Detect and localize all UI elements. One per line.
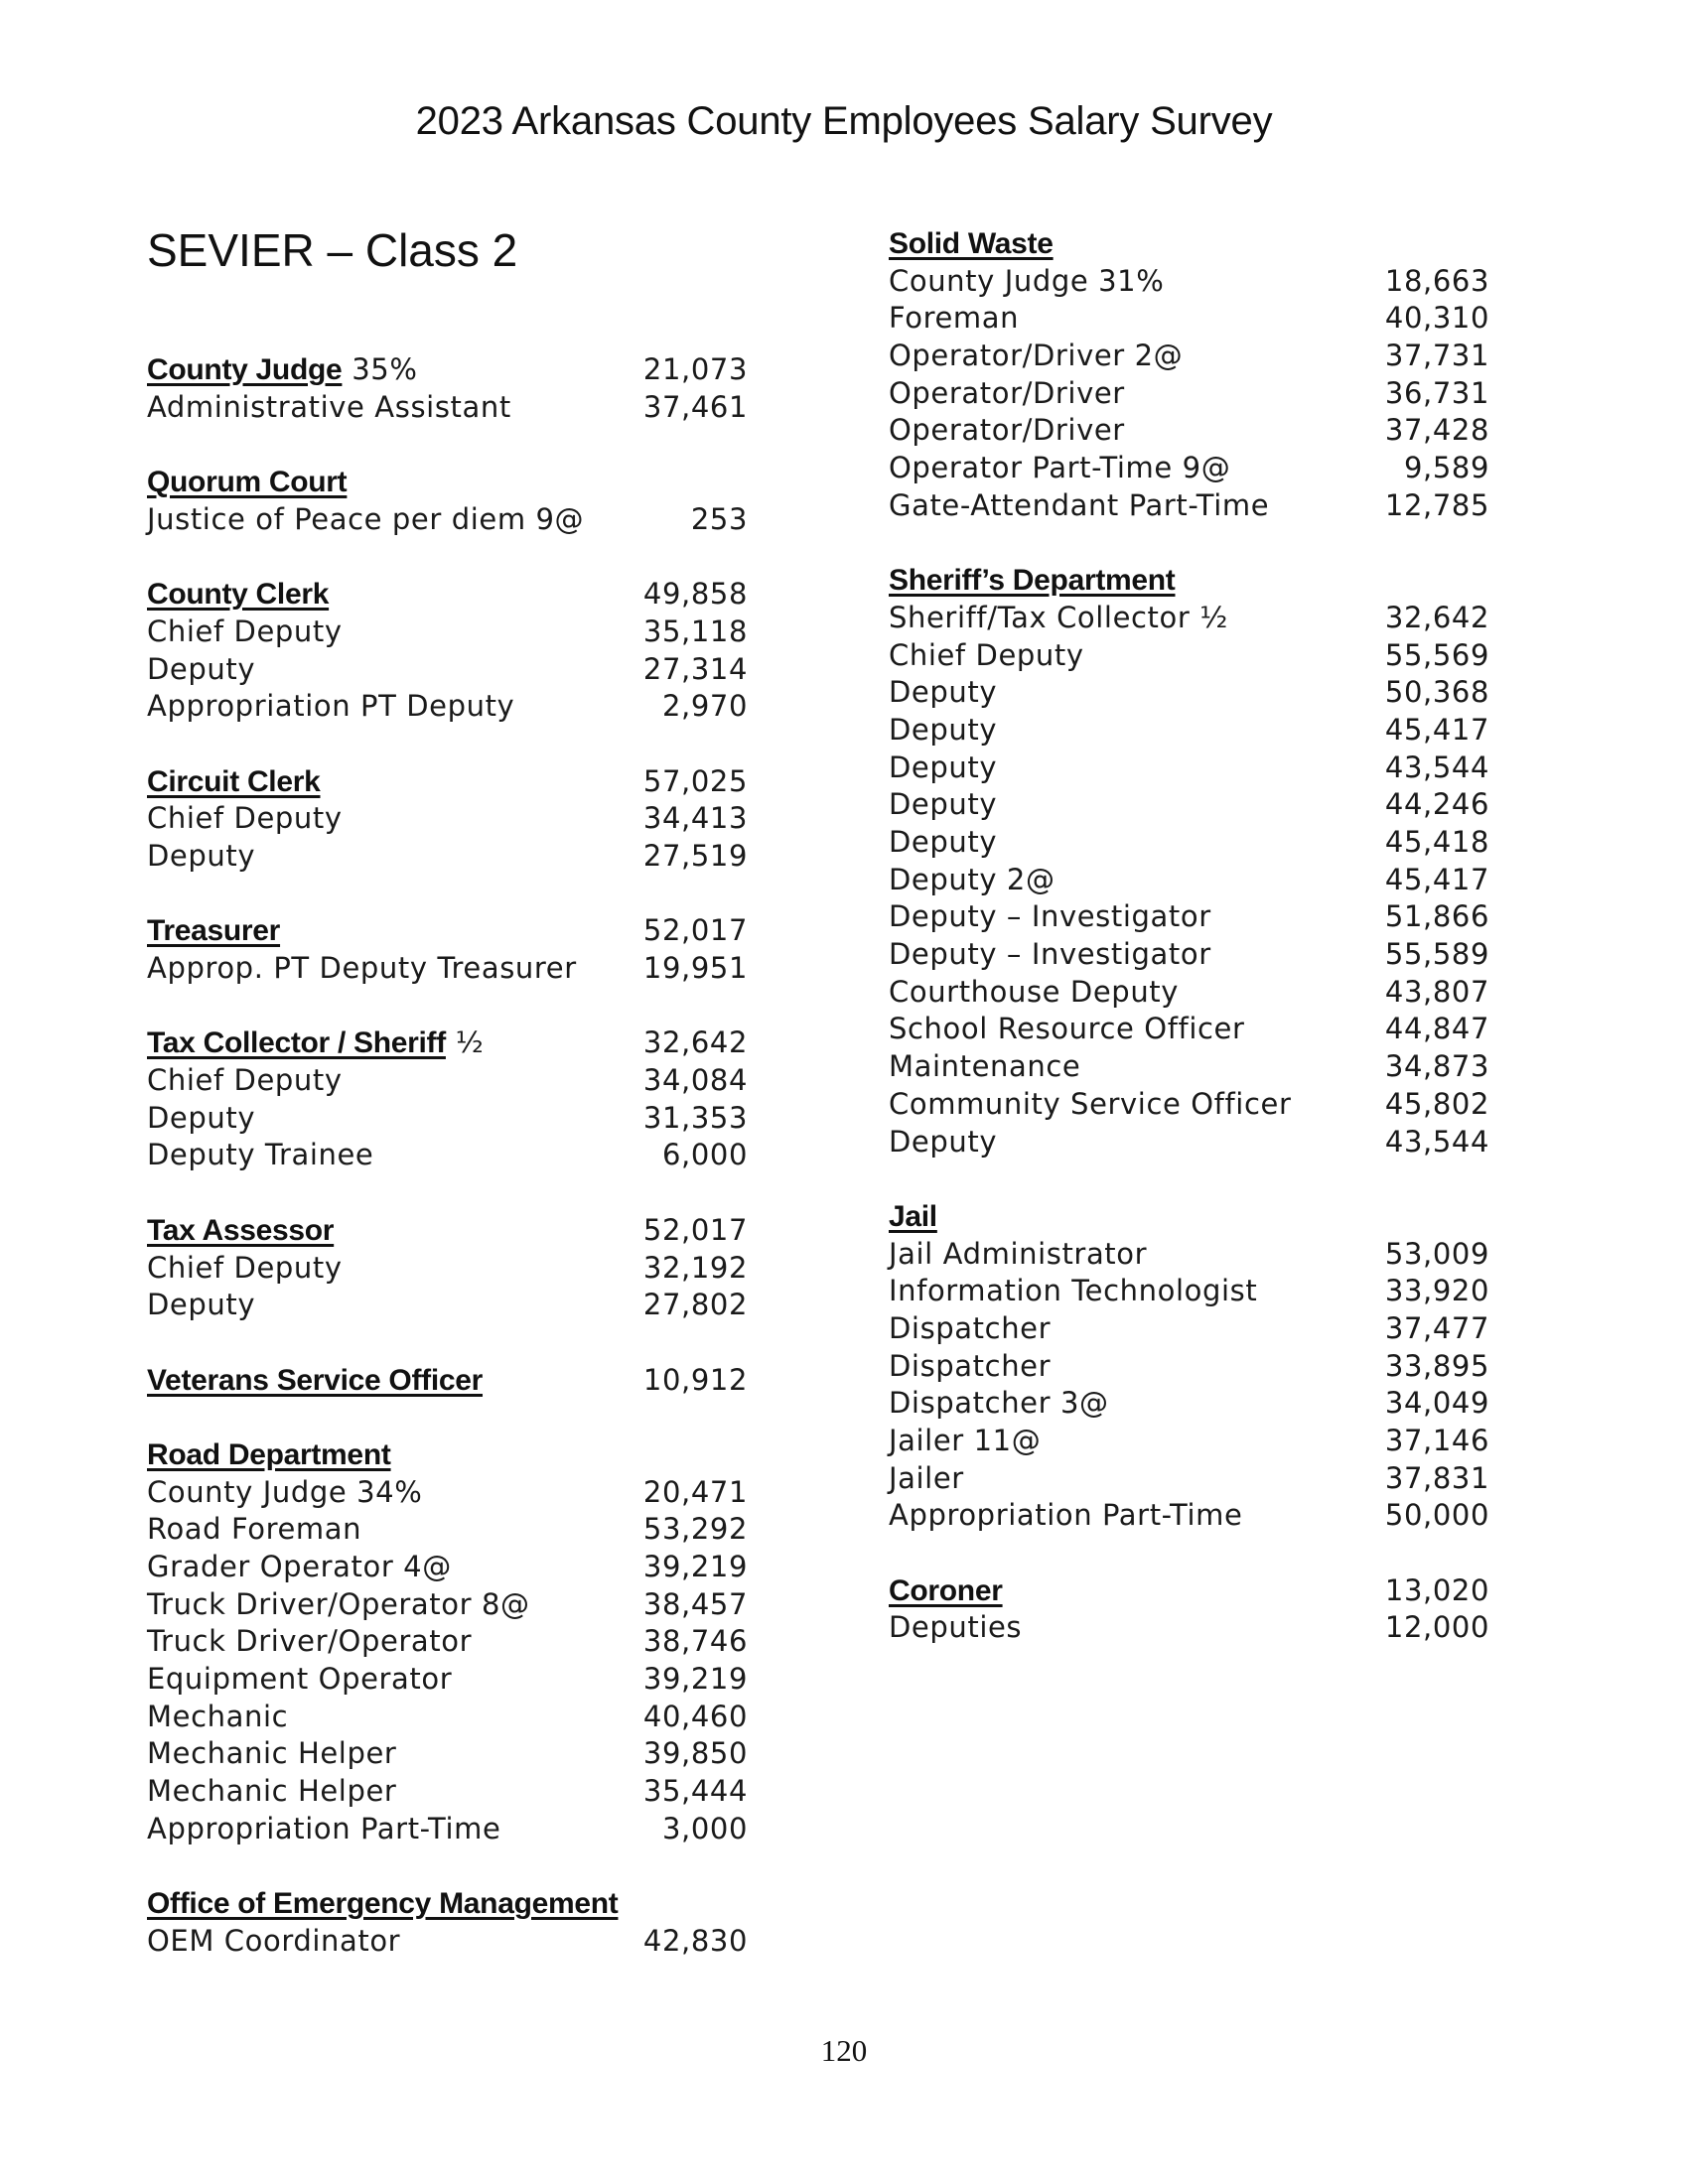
- salary-value: 2,970: [661, 689, 748, 724]
- salary-value: 37,146: [1384, 1424, 1489, 1457]
- section-title: County Clerk: [147, 578, 330, 612]
- salary-value: 37,428: [1384, 413, 1489, 448]
- salary-value: 55,589: [1384, 937, 1489, 972]
- salary-value: 19,951: [642, 951, 748, 985]
- salary-row: [147, 1811, 748, 1848]
- salary-value: 37,731: [1384, 339, 1489, 373]
- salary-row: [147, 1287, 748, 1324]
- section-header: [889, 562, 1489, 600]
- salary-value: 35,444: [642, 1774, 748, 1809]
- salary-row: [147, 651, 748, 689]
- position-label: Equipment Operator: [147, 1662, 453, 1697]
- salary-row: [147, 1623, 748, 1661]
- position-label: Approp. PT Deputy Treasurer: [147, 951, 577, 985]
- section-solid-waste: [889, 225, 1489, 525]
- section-office-of-emergency-management: [147, 1885, 748, 1960]
- county-heading: SEVIER – Class 2: [147, 224, 518, 276]
- section-jail: [889, 1198, 1489, 1535]
- salary-value: 27,802: [642, 1288, 748, 1322]
- section-title: Treasurer: [147, 914, 281, 948]
- position-label: Operator Part-Time 9@: [889, 451, 1231, 485]
- section-coroner: [889, 1572, 1489, 1647]
- position-label: County Judge 34%: [147, 1474, 423, 1509]
- salary-row: [889, 674, 1489, 712]
- section-header-label: [147, 576, 329, 614]
- salary-row: [889, 1011, 1489, 1048]
- salary-value: 33,920: [1384, 1274, 1489, 1308]
- section-tax-collector-sheriff: [147, 1024, 748, 1174]
- salary-value: 32,192: [642, 1250, 748, 1285]
- section-quorum-court: [147, 464, 748, 538]
- position-label: Jail Administrator: [889, 1236, 1148, 1271]
- page-number: 120: [820, 2033, 868, 2068]
- salary-value: 34,873: [1384, 1049, 1489, 1084]
- section-header-label: [147, 351, 417, 389]
- salary-row: [147, 1699, 748, 1736]
- section-salary: 52,017: [642, 913, 748, 948]
- position-label: Deputy: [889, 712, 998, 747]
- salary-value: 44,246: [1384, 787, 1489, 822]
- position-label: Deputy: [147, 1100, 256, 1135]
- position-label: Jailer 11@: [889, 1424, 1042, 1457]
- section-header: [147, 1212, 748, 1250]
- section-header-label: [889, 1572, 1003, 1610]
- salary-value: 34,049: [1384, 1386, 1489, 1421]
- salary-row: [889, 974, 1489, 1012]
- salary-value: 37,477: [1384, 1310, 1489, 1345]
- position-label: Deputy: [889, 750, 998, 784]
- salary-value: 39,219: [642, 1662, 748, 1697]
- salary-value: 38,746: [642, 1624, 748, 1659]
- section-header: [889, 1198, 1489, 1236]
- position-label: Truck Driver/Operator 8@: [147, 1586, 530, 1621]
- salary-value: 35,118: [642, 614, 748, 648]
- position-label: Appropriation PT Deputy: [147, 689, 515, 724]
- salary-row: [147, 838, 748, 876]
- section-header: [147, 763, 748, 801]
- salary-value: 43,807: [1384, 974, 1489, 1009]
- salary-value: 42,830: [642, 1923, 748, 1958]
- position-label: Chief Deputy: [147, 1250, 343, 1285]
- position-label: Chief Deputy: [147, 614, 343, 648]
- salary-value: 20,471: [642, 1474, 748, 1509]
- salary-row: [889, 1273, 1489, 1310]
- salary-value: 50,000: [1384, 1498, 1489, 1533]
- section-header-label: [147, 1024, 484, 1062]
- salary-row: [889, 786, 1489, 824]
- salary-value: 9,589: [1403, 451, 1489, 485]
- salary-value: 37,461: [642, 389, 748, 424]
- salary-row: [889, 1423, 1489, 1460]
- position-label: Administrative Assistant: [147, 389, 511, 424]
- position-label: Mechanic Helper: [147, 1774, 397, 1809]
- position-label: Road Foreman: [147, 1512, 362, 1547]
- position-label: Dispatcher 3@: [889, 1386, 1109, 1421]
- position-label: Deputy: [147, 838, 256, 873]
- salary-row: [889, 712, 1489, 750]
- section-veterans-service-officer: [147, 1362, 748, 1400]
- position-label: Maintenance: [889, 1049, 1081, 1084]
- section-treasurer: [147, 912, 748, 987]
- salary-row: [147, 1923, 748, 1961]
- position-label: Chief Deputy: [889, 637, 1084, 672]
- salary-value: 40,460: [642, 1699, 748, 1733]
- position-label: Community Service Officer: [889, 1086, 1292, 1121]
- salary-row: [889, 1460, 1489, 1498]
- left-column: [147, 351, 748, 1961]
- salary-value: 45,802: [1384, 1086, 1489, 1121]
- position-label: Operator/Driver 2@: [889, 339, 1184, 373]
- section-header-label: [147, 1885, 618, 1923]
- salary-row: [889, 1348, 1489, 1386]
- position-label: County Judge 31%: [889, 263, 1165, 298]
- section-header: [147, 912, 748, 950]
- salary-row: [147, 389, 748, 427]
- position-label: Dispatcher: [889, 1348, 1052, 1383]
- position-label: Jailer: [889, 1460, 964, 1495]
- salary-row: [147, 1511, 748, 1549]
- section-header: [147, 351, 748, 389]
- section-header-label: [147, 1436, 391, 1474]
- position-label: Justice of Peace per diem 9@: [147, 501, 585, 536]
- salary-value: 43,544: [1384, 750, 1489, 784]
- salary-row: [889, 338, 1489, 375]
- section-title: Coroner: [889, 1573, 1003, 1607]
- section-header: [889, 225, 1489, 263]
- section-title: Circuit Clerk: [147, 764, 321, 798]
- salary-value: 39,219: [642, 1550, 748, 1583]
- position-label: Appropriation Part-Time: [889, 1498, 1243, 1533]
- position-label: Deputy: [147, 1288, 256, 1322]
- salary-row: [889, 1385, 1489, 1423]
- page-title: 2023 Arkansas County Employees Salary Survey: [415, 99, 1273, 143]
- section-header: [889, 1572, 1489, 1610]
- section-header-label: [147, 464, 347, 501]
- salary-value: 3,000: [661, 1811, 748, 1845]
- section-title: Jail: [889, 1199, 937, 1233]
- salary-row: [889, 600, 1489, 637]
- section-salary: 49,858: [642, 577, 748, 612]
- salary-value: 50,368: [1384, 675, 1489, 710]
- position-label: Deputy: [889, 825, 998, 859]
- section-title: Solid Waste: [889, 227, 1054, 260]
- position-label: School Resource Officer: [889, 1012, 1245, 1046]
- salary-value: 253: [690, 501, 748, 536]
- salary-value: 40,310: [1384, 301, 1489, 336]
- section-tax-assessor: [147, 1212, 748, 1324]
- salary-value: 53,009: [1384, 1236, 1489, 1271]
- right-column: [889, 225, 1489, 1647]
- section-salary: 57,025: [642, 763, 748, 798]
- position-label: Operator/Driver: [889, 413, 1125, 448]
- section-header-label: [147, 912, 280, 950]
- salary-row: [889, 1048, 1489, 1086]
- salary-value: 45,418: [1384, 825, 1489, 859]
- position-label: Dispatcher: [889, 1310, 1052, 1345]
- salary-row: [889, 263, 1489, 301]
- salary-row: [147, 950, 748, 988]
- salary-row: [889, 1236, 1489, 1274]
- salary-row: [889, 1124, 1489, 1161]
- section-header-label: [889, 225, 1054, 263]
- position-label: Deputy: [147, 651, 256, 686]
- salary-value: 18,663: [1384, 263, 1489, 298]
- salary-row: [147, 1100, 748, 1138]
- section-road-department: [147, 1436, 748, 1848]
- salary-row: [147, 1735, 748, 1773]
- position-label: Grader Operator 4@: [147, 1550, 452, 1583]
- salary-row: [147, 1062, 748, 1100]
- position-label: Information Technologist: [889, 1274, 1258, 1308]
- section-header-label: [147, 763, 321, 801]
- salary-row: [147, 1250, 748, 1288]
- section-header-label: [147, 1212, 334, 1250]
- salary-row: [147, 688, 748, 726]
- salary-value: 34,084: [642, 1063, 748, 1098]
- salary-value: 43,544: [1384, 1124, 1489, 1159]
- section-salary: 10,912: [642, 1362, 748, 1397]
- section-title: Quorum Court: [147, 466, 348, 499]
- salary-value: 45,417: [1384, 862, 1489, 896]
- salary-row: [889, 412, 1489, 450]
- salary-row: [889, 898, 1489, 936]
- section-title: County Judge: [147, 353, 343, 386]
- salary-row: [147, 800, 748, 838]
- salary-value: 12,000: [1384, 1610, 1489, 1645]
- salary-row: [889, 824, 1489, 862]
- section-header: [147, 1436, 748, 1474]
- salary-row: [889, 750, 1489, 787]
- position-label: Courthouse Deputy: [889, 974, 1180, 1009]
- salary-value: 6,000: [661, 1138, 748, 1172]
- position-label: Deputy: [889, 1124, 998, 1159]
- position-label: Chief Deputy: [147, 1063, 343, 1098]
- section-title-suffix: ½: [445, 1025, 485, 1060]
- position-label: Deputy 2@: [889, 862, 1055, 896]
- section-header: [147, 464, 748, 501]
- position-label: Mechanic Helper: [147, 1736, 397, 1771]
- salary-value: 55,569: [1384, 637, 1489, 672]
- section-title: Tax Collector / Sheriff: [147, 1026, 446, 1060]
- salary-value: 36,731: [1384, 375, 1489, 410]
- position-label: Deputy – Investigator: [889, 937, 1211, 972]
- salary-value: 32,642: [1384, 600, 1489, 634]
- section-salary: 52,017: [642, 1212, 748, 1247]
- section-title: Road Department: [147, 1437, 391, 1471]
- salary-row: [147, 1549, 748, 1586]
- section-header: [147, 1362, 748, 1400]
- salary-row: [889, 1086, 1489, 1124]
- salary-value: 37,831: [1384, 1460, 1489, 1495]
- section-salary: 32,642: [642, 1025, 748, 1060]
- salary-row: [889, 862, 1489, 899]
- position-label: Deputy: [889, 675, 998, 710]
- salary-row: [889, 1497, 1489, 1535]
- position-label: Sheriff/Tax Collector ½: [889, 600, 1228, 634]
- salary-row: [889, 637, 1489, 675]
- position-label: Appropriation Part-Time: [147, 1811, 501, 1845]
- position-label: Operator/Driver: [889, 375, 1125, 410]
- section-county-clerk: [147, 576, 748, 726]
- salary-value: 45,417: [1384, 712, 1489, 747]
- salary-row: [147, 501, 748, 539]
- section-title: Sheriff’s Department: [889, 564, 1176, 598]
- position-label: Deputies: [889, 1610, 1023, 1645]
- salary-value: 53,292: [642, 1512, 748, 1547]
- salary-value: 12,785: [1384, 487, 1489, 522]
- salary-row: [147, 1773, 748, 1811]
- position-label: Deputy Trainee: [147, 1138, 374, 1172]
- salary-value: 39,850: [642, 1736, 748, 1771]
- section-sheriff-s-department: [889, 562, 1489, 1160]
- position-label: Deputy: [889, 787, 998, 822]
- section-county-judge: [147, 351, 748, 426]
- section-salary: 21,073: [642, 352, 748, 386]
- section-header: [147, 1885, 748, 1923]
- salary-value: 27,314: [642, 651, 748, 686]
- salary-value: 31,353: [642, 1100, 748, 1135]
- section-title: Veterans Service Officer: [147, 1363, 484, 1397]
- section-salary: 13,020: [1384, 1572, 1489, 1607]
- position-label: Chief Deputy: [147, 801, 343, 836]
- salary-value: 51,866: [1384, 899, 1489, 934]
- section-title: Tax Assessor: [147, 1213, 335, 1247]
- section-header: [147, 576, 748, 614]
- salary-row: [147, 1474, 748, 1512]
- section-title: Office of Emergency Management: [147, 1887, 619, 1921]
- salary-row: [889, 300, 1489, 338]
- section-header-label: [889, 562, 1176, 600]
- section-header-label: [889, 1198, 937, 1236]
- section-header: [147, 1024, 748, 1062]
- position-label: Foreman: [889, 301, 1020, 336]
- salary-value: 27,519: [642, 838, 748, 873]
- salary-row: [889, 450, 1489, 487]
- position-label: Deputy – Investigator: [889, 899, 1211, 934]
- salary-row: [889, 487, 1489, 525]
- salary-row: [147, 1661, 748, 1699]
- position-label: OEM Coordinator: [147, 1923, 401, 1958]
- salary-row: [889, 936, 1489, 974]
- salary-row: [889, 1310, 1489, 1348]
- position-label: Mechanic: [147, 1699, 289, 1733]
- position-label: Gate-Attendant Part-Time: [889, 487, 1270, 522]
- position-label: Truck Driver/Operator: [147, 1624, 473, 1659]
- salary-row: [147, 1586, 748, 1624]
- salary-row: [889, 1609, 1489, 1647]
- salary-row: [147, 614, 748, 651]
- section-header-label: [147, 1362, 483, 1400]
- salary-value: 44,847: [1384, 1012, 1489, 1046]
- salary-row: [889, 375, 1489, 413]
- salary-row: [147, 1137, 748, 1174]
- salary-value: 33,895: [1384, 1348, 1489, 1383]
- salary-value: 38,457: [642, 1586, 748, 1621]
- section-circuit-clerk: [147, 763, 748, 876]
- section-title-suffix: 35%: [342, 352, 418, 386]
- salary-value: 34,413: [642, 801, 748, 836]
